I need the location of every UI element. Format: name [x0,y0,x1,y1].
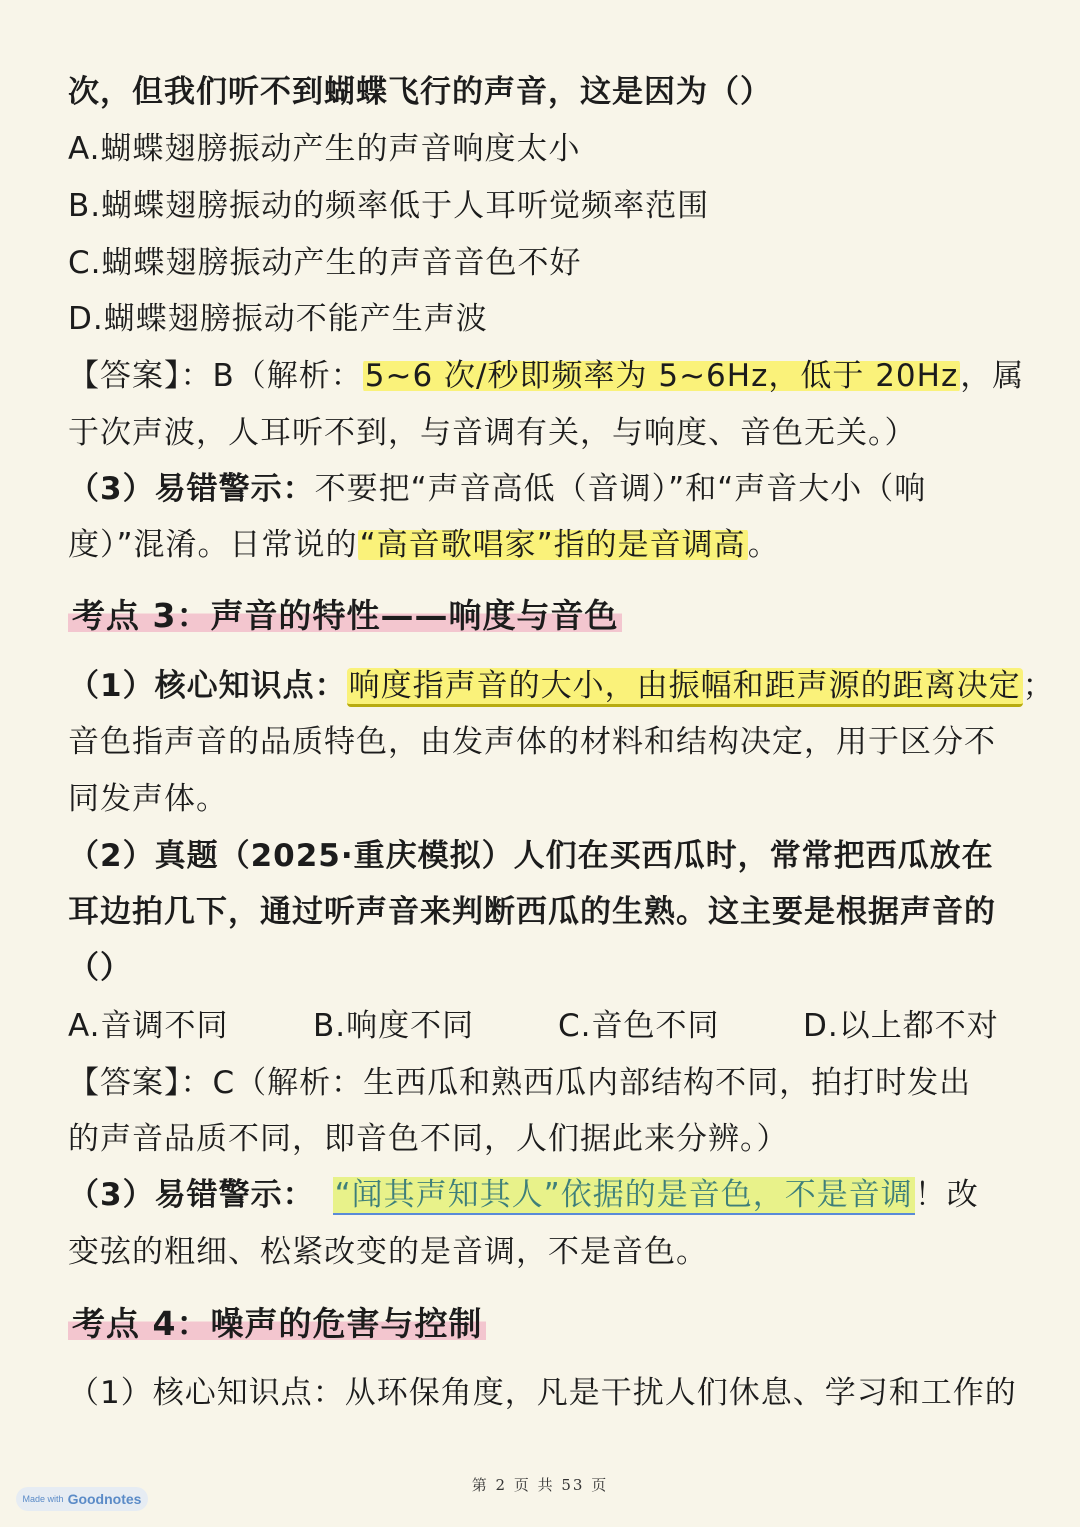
core-tail: ； [1022,668,1055,704]
warning-text-2b: 。 [747,527,780,563]
answer-tail: ，属 [960,358,1025,394]
warning-label: （3）易错警示： [68,471,315,507]
warning-line-2 [68,523,1020,567]
section-3-heading-text: 考点 3：声音的特性——响度与音色 [68,596,622,635]
warning-highlight: “闻其声知其人”依据的是音色，不是音调 [334,1177,913,1213]
core-line-2: 音色指声音的品质特色，由发声体的材料和结构决定，用于区分不 [68,724,996,760]
section-4-heading-text: 考点 4：噪声的危害与控制 [68,1304,486,1343]
warning-line-2: 变弦的粗细、松紧改变的是音调，不是音色。 [68,1234,708,1270]
answer-line-2: 于次声波，人耳听不到，与音调有关，与响度、音色无关。） [68,415,917,451]
section-4-heading [68,1300,486,1348]
goodnotes-logo-text: Goodnotes [67,1491,142,1507]
core-text: （1）核心知识点：从环保角度，凡是干扰人们休息、学习和工作的 [68,1375,1017,1411]
core-label: （1）核心知识点： [68,668,347,704]
option-c: C.音色不同 [558,1008,720,1044]
core-line-1 [68,1371,1020,1415]
warning-text: 不要把“声音高低（音调）”和“声音大小（响 [314,471,927,507]
option-c: C.蝴蝶翅膀振动产生的声音音色不好 [68,245,582,281]
warning-text-2a: 度）”混淆。日常说的 [68,527,358,563]
page-number: 第 2 页 共 53 页 [471,1476,609,1494]
goodnotes-badge [16,1487,148,1511]
section-3-heading [68,592,622,640]
answer-line-2: 的声音品质不同，即音色不同，人们据此来分辨。） [68,1121,789,1157]
answer-line-1 [68,354,1025,398]
question-line-1: （2）真题（2025·重庆模拟）人们在买西瓜时，常常把西瓜放在 [68,838,994,874]
options-row [68,1004,1020,1048]
warning-line-1 [68,1173,1020,1217]
core-highlight: 响度指声音的大小，由振幅和距声源的距离决定 [347,668,1023,707]
question-stem-tail: 次，但我们听不到蝴蝶飞行的声音，这是因为（） [68,74,772,110]
option-d: D.蝴蝶翅膀振动不能产生声波 [68,301,488,337]
warning-tail: ！改 [914,1177,979,1213]
question-line-3: （） [68,950,132,986]
answer-line-1: 【答案】：C（解析：生西瓜和熟西瓜内部结构不同，拍打时发出 [68,1065,972,1101]
option-d: D.以上都不对 [803,1008,999,1044]
question-line-2: 耳边拍几下，通过听声音来判断西瓜的生熟。这主要是根据声音的 [68,894,996,930]
warning-highlight: “高音歌唱家”指的是音调高 [359,527,746,563]
option-b: B.蝴蝶翅膀振动的频率低于人耳听觉频率范围 [68,188,710,224]
core-line-1 [68,664,1055,708]
answer-highlight: 5~6 次/秒即频率为 5~6Hz，低于 20Hz [364,358,959,394]
option-a: A.音调不同 [68,1008,229,1044]
warning-line-1 [68,467,1020,511]
option-b: B.响度不同 [313,1008,475,1044]
option-a: A.蝴蝶翅膀振动产生的声音响度太小 [68,131,581,167]
answer-prefix: 【答案】：B（解析： [68,358,363,394]
made-with-label: Made with [22,1494,64,1504]
warning-label: （3）易错警示： [68,1177,315,1213]
core-line-3: 同发声体。 [68,781,228,817]
